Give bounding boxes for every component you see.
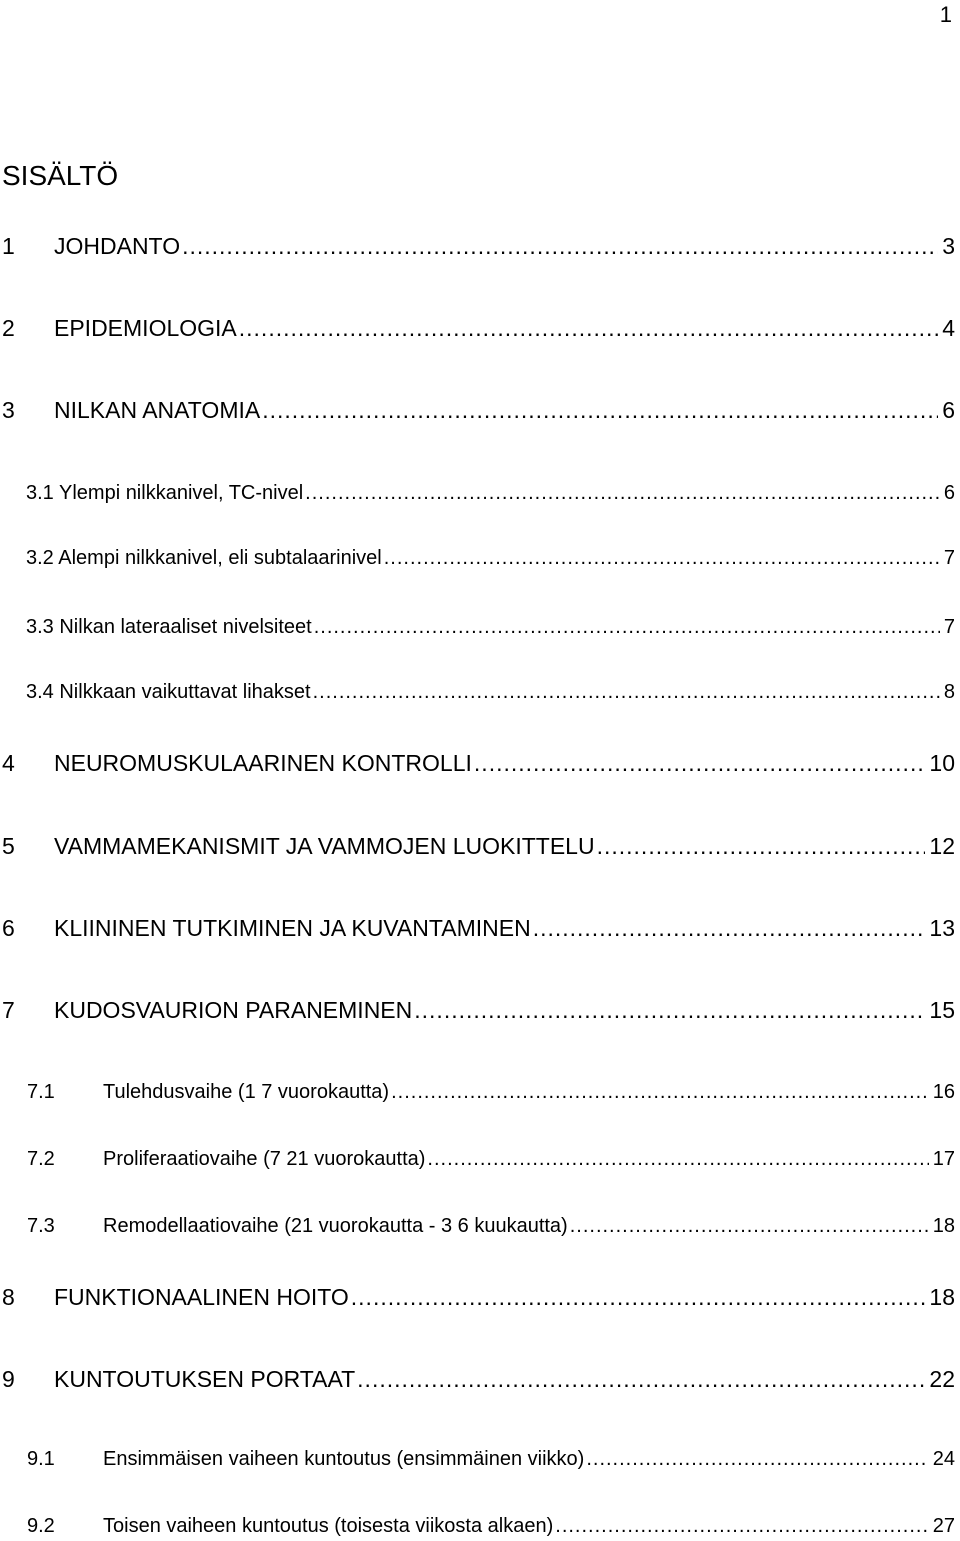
toc-entry-number: 8 [2,1284,15,1310]
toc-entry-number: 2 [2,315,15,341]
toc-entry-title: 3.1 Ylempi nilkkanivel, TC-nivel [26,482,304,504]
toc-entry-page: 4 [942,315,955,341]
dot-leader [384,547,940,570]
dot-leader [182,233,938,260]
toc-entry-3-1[interactable] [0,482,955,505]
toc-entry-page: 6 [943,482,955,504]
toc-entry-7[interactable] [0,997,955,1024]
dot-leader [357,1366,925,1393]
toc-entry-page: 18 [932,1215,955,1237]
toc-entry-7-1[interactable] [0,1081,955,1104]
dot-leader [586,1448,928,1471]
toc-entry-6[interactable] [0,915,955,942]
toc-entry-number: 7.2 [27,1148,55,1170]
toc-entry-title: 3.3 Nilkan lateraaliset nivelsiteet [26,616,312,638]
dot-leader [427,1148,928,1171]
toc-entry-title: JOHDANTO [54,233,181,259]
toc-entry-9-1[interactable] [0,1448,955,1471]
dot-leader [474,750,925,777]
dot-leader [391,1081,929,1104]
toc-entry-title: FUNKTIONAALINEN HOITO [54,1284,349,1310]
toc-entry-number: 9.1 [27,1448,55,1470]
toc-entry-number: 9.2 [27,1515,55,1537]
toc-entry-title: NILKAN ANATOMIA [54,397,261,423]
toc-entry-page: 22 [929,1366,955,1392]
toc-entry-title: 3.2 Alempi nilkkanivel, eli subtalaarinivel [26,547,382,569]
toc-entry-8[interactable] [0,1284,955,1311]
toc-entry-title: Ensimmäisen vaiheen kuntoutus (ensimmäinen viikko) [103,1448,585,1470]
dot-leader [239,315,938,342]
toc-entry-title: Tulehdusvaihe (1 7 vuorokautta) [103,1081,390,1103]
toc-entry-page: 15 [929,997,955,1023]
toc-entry-title: VAMMAMEKANISMIT JA VAMMOJEN LUOKITTELU [54,833,595,859]
toc-entry-title: Proliferaatiovaihe (7 21 vuorokautta) [103,1148,426,1170]
toc-entry-number: 7 [2,997,15,1023]
dot-leader [305,482,940,505]
toc-entry-page: 24 [932,1448,955,1470]
dot-leader [555,1515,928,1538]
toc-entry-number: 3 [2,397,15,423]
toc-entry-title: Toisen vaiheen kuntoutus (toisesta viikosta alkaen) [103,1515,554,1537]
toc-entry-5[interactable] [0,833,955,860]
toc-entry-page: 8 [943,681,955,703]
toc-entry-title: 3.4 Nilkkaan vaikuttavat lihakset [26,681,311,703]
toc-entry-title: NEUROMUSKULAARINEN KONTROLLI [54,750,472,776]
toc-entry-page: 7 [943,547,955,569]
toc-entry-title: KUDOSVAURION PARANEMINEN [54,997,413,1023]
toc-entry-title: KUNTOUTUKSEN PORTAAT [54,1366,356,1392]
toc-entry-page: 27 [932,1515,955,1537]
toc-entry-number: 7.1 [27,1081,55,1103]
toc-entry-page: 18 [929,1284,955,1310]
dot-leader [313,681,940,704]
toc-entry-title: Remodellaatiovaihe (21 vuorokautta - 3 6 kuukautta) [103,1215,568,1237]
toc-entry-title: EPIDEMIOLOGIA [54,315,237,341]
toc-entry-7-3[interactable] [0,1215,955,1238]
toc-entry-3-2[interactable] [0,547,955,570]
dot-leader [262,397,938,424]
toc-entry-page: 13 [929,915,955,941]
toc-entry-3-3[interactable] [0,616,955,639]
dot-leader [570,1215,929,1238]
toc-entry-2[interactable] [0,315,955,342]
toc-entry-7-2[interactable] [0,1148,955,1171]
toc-entry-9-2[interactable] [0,1515,955,1538]
toc-entry-page: 17 [932,1148,955,1170]
toc-entry-number: 4 [2,750,15,776]
toc-entry-1[interactable] [0,233,955,260]
toc-entry-number: 5 [2,833,15,859]
toc-entry-page: 16 [932,1081,955,1103]
dot-leader [597,833,926,860]
dot-leader [414,997,925,1024]
toc-entry-9[interactable] [0,1366,955,1393]
toc-entry-number: 7.3 [27,1215,55,1237]
toc-entry-page: 3 [942,233,955,259]
toc-entry-page: 10 [929,750,955,776]
toc-title: SISÄLTÖ [2,160,119,191]
toc-entry-number: 1 [2,233,15,259]
toc-entry-page: 12 [929,833,955,859]
toc-entry-3-4[interactable] [0,681,955,704]
dot-leader [351,1284,926,1311]
dot-leader [533,915,926,942]
toc-entry-page: 6 [942,397,955,423]
toc-entry-3[interactable] [0,397,955,424]
toc-entry-page: 7 [943,616,955,638]
toc-entry-number: 6 [2,915,15,941]
dot-leader [314,616,940,639]
page-number: 1 [939,2,952,27]
toc-entry-4[interactable] [0,750,955,777]
toc-entry-number: 9 [2,1366,15,1392]
toc-entry-title: KLIININEN TUTKIMINEN JA KUVANTAMINEN [54,915,531,941]
